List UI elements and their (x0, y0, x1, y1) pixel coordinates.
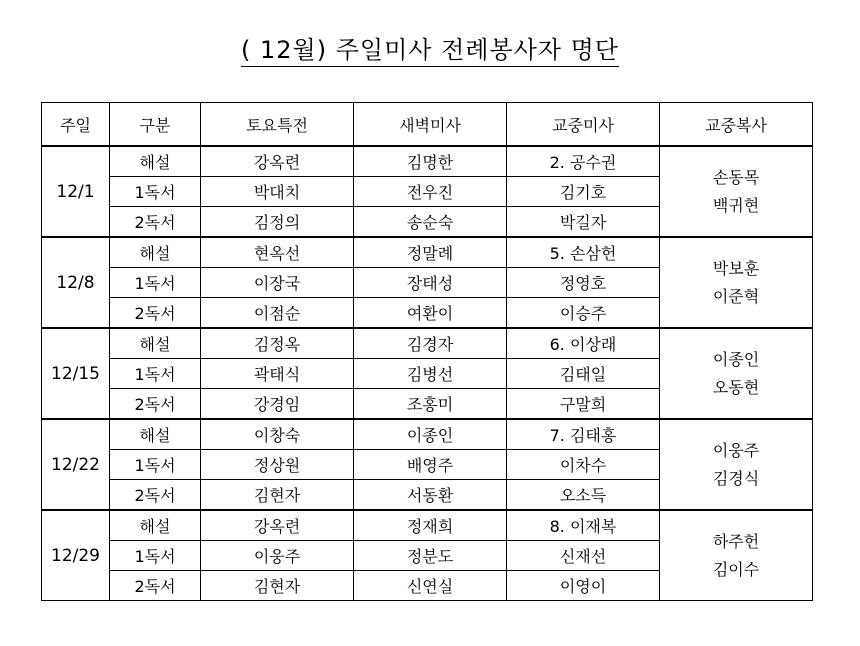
parish-cell: 5. 손삼헌 (507, 237, 660, 268)
dawn-cell: 정재희 (354, 510, 507, 541)
header-row (42, 103, 813, 147)
server-name: 손동목 (712, 167, 760, 187)
saturday-cell: 김현자 (201, 480, 354, 511)
parish-cell: 8. 이재복 (507, 510, 660, 541)
saturday-cell: 이점순 (201, 298, 354, 329)
parish-cell: 오소득 (507, 480, 660, 511)
saturday-cell: 김현자 (201, 571, 354, 601)
dawn-cell: 정분도 (354, 541, 507, 571)
saturday-cell: 김정옥 (201, 328, 354, 359)
dawn-cell: 송순숙 (354, 207, 507, 238)
communion-servers (660, 510, 813, 601)
communion-servers (660, 328, 813, 419)
sunday-date: 12/15 (42, 328, 110, 419)
dawn-cell: 서동환 (354, 480, 507, 511)
server-name: 김이수 (712, 559, 760, 579)
role-cell: 2독서 (110, 298, 201, 329)
role-cell: 1독서 (110, 541, 201, 571)
role-cell: 해설 (110, 328, 201, 359)
saturday-cell: 강옥련 (201, 146, 354, 177)
saturday-cell: 박대치 (201, 177, 354, 207)
sunday-date: 12/22 (42, 419, 110, 510)
parish-cell: 이영이 (507, 571, 660, 601)
dawn-cell: 이종인 (354, 419, 507, 450)
header-dawn: 새벽미사 (354, 103, 507, 147)
table-row (42, 419, 813, 450)
server-name: 박보훈 (712, 258, 760, 278)
sunday-date: 12/29 (42, 510, 110, 601)
page-title-text: ( 12월) 주일미사 전례봉사자 명단 (241, 36, 619, 67)
dawn-cell: 김경자 (354, 328, 507, 359)
parish-cell: 박길자 (507, 207, 660, 238)
sunday-date: 12/1 (42, 146, 110, 237)
communion-servers (660, 419, 813, 510)
server-name: 이준혁 (712, 286, 760, 306)
parish-cell: 정영호 (507, 268, 660, 298)
dawn-cell: 배영주 (354, 450, 507, 480)
role-cell: 1독서 (110, 268, 201, 298)
role-cell: 해설 (110, 510, 201, 541)
saturday-cell: 김정의 (201, 207, 354, 238)
server-name: 김경식 (712, 468, 760, 488)
saturday-cell: 곽태식 (201, 359, 354, 389)
dawn-cell: 정말례 (354, 237, 507, 268)
role-cell: 해설 (110, 419, 201, 450)
parish-cell: 7. 김태홍 (507, 419, 660, 450)
parish-cell: 김기호 (507, 177, 660, 207)
table-row (42, 328, 813, 359)
dawn-cell: 김명한 (354, 146, 507, 177)
saturday-cell: 이장국 (201, 268, 354, 298)
role-cell: 해설 (110, 237, 201, 268)
parish-cell: 2. 공수권 (507, 146, 660, 177)
role-cell: 2독서 (110, 480, 201, 511)
server-name: 이종인 (712, 349, 760, 369)
sunday-date: 12/8 (42, 237, 110, 328)
header-communion: 교중복사 (660, 103, 813, 147)
parish-cell: 신재선 (507, 541, 660, 571)
dawn-cell: 신연실 (354, 571, 507, 601)
server-name: 이웅주 (712, 440, 760, 460)
header-sunday: 주일 (42, 103, 110, 147)
parish-cell: 구말희 (507, 389, 660, 420)
saturday-cell: 정상원 (201, 450, 354, 480)
parish-cell: 이승주 (507, 298, 660, 329)
parish-cell: 6. 이상래 (507, 328, 660, 359)
role-cell: 2독서 (110, 207, 201, 238)
roster-table (41, 102, 813, 601)
dawn-cell: 여환이 (354, 298, 507, 329)
header-role: 구분 (110, 103, 201, 147)
dawn-cell: 조홍미 (354, 389, 507, 420)
role-cell: 2독서 (110, 571, 201, 601)
saturday-cell: 이창숙 (201, 419, 354, 450)
role-cell: 1독서 (110, 450, 201, 480)
header-saturday: 토요특전 (201, 103, 354, 147)
saturday-cell: 이웅주 (201, 541, 354, 571)
saturday-cell: 강옥련 (201, 510, 354, 541)
dawn-cell: 장태성 (354, 268, 507, 298)
parish-cell: 김태일 (507, 359, 660, 389)
communion-servers (660, 146, 813, 237)
parish-cell: 이차수 (507, 450, 660, 480)
role-cell: 1독서 (110, 177, 201, 207)
saturday-cell: 현옥선 (201, 237, 354, 268)
saturday-cell: 강경임 (201, 389, 354, 420)
roster-body (42, 146, 813, 601)
server-name: 하주헌 (712, 531, 760, 551)
dawn-cell: 전우진 (354, 177, 507, 207)
table-row (42, 237, 813, 268)
header-parish: 교중미사 (507, 103, 660, 147)
page-title (0, 30, 860, 65)
dawn-cell: 김병선 (354, 359, 507, 389)
server-name: 오동현 (712, 377, 760, 397)
table-row (42, 146, 813, 177)
communion-servers (660, 237, 813, 328)
role-cell: 1독서 (110, 359, 201, 389)
role-cell: 2독서 (110, 389, 201, 420)
server-name: 백귀현 (712, 195, 760, 215)
role-cell: 해설 (110, 146, 201, 177)
table-row (42, 510, 813, 541)
